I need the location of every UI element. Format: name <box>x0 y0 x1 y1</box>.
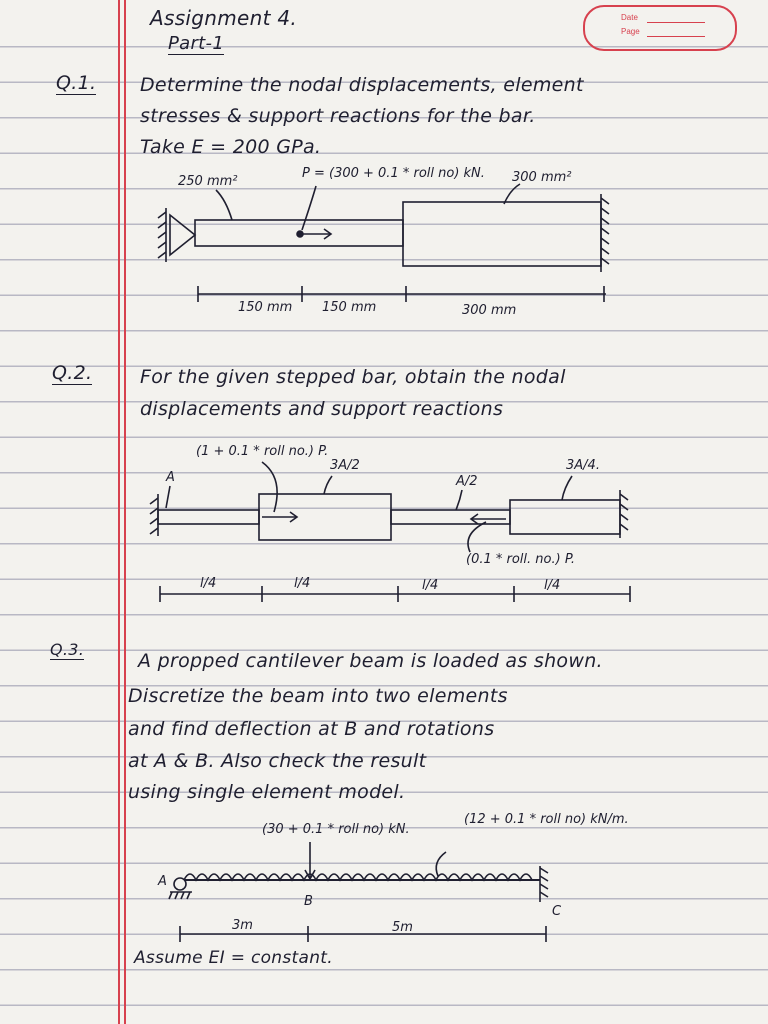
q1-figure <box>158 184 609 302</box>
q2-bar-segment-4 <box>510 500 620 534</box>
q3-roller-hatch <box>169 892 190 899</box>
q2-bar-segment-1 <box>158 510 259 524</box>
assignment-title: Assignment 4. <box>150 6 298 30</box>
q2-wall-right-hatch <box>620 494 628 530</box>
q1-line-2: stresses & support reactions for the bar. <box>140 105 536 127</box>
q2-wall-left-hatch <box>150 498 158 534</box>
q2-dim-4: l/4 <box>544 578 561 593</box>
q3-point-b: B <box>304 894 313 909</box>
q1-dim-3: 300 mm <box>462 303 517 318</box>
q1-area-right: 300 mm² <box>512 170 572 185</box>
q2-dim-1: l/4 <box>200 576 217 591</box>
q3-point-load: (30 + 0.1 * roll no) kN. <box>262 822 410 837</box>
q1-leader-area-left <box>216 190 232 220</box>
q1-area-left: 250 mm² <box>178 174 238 189</box>
q2-figure <box>150 462 630 602</box>
q1-dim-1: 150 mm <box>238 300 293 315</box>
q2-area-1: 3A/2 <box>330 458 360 473</box>
q3-dim-2: 5m <box>392 920 413 935</box>
assignment-part: Part-1 <box>168 33 225 54</box>
q3-point-a: A <box>158 874 167 889</box>
q1-load: P = (300 + 0.1 * roll no) kN. <box>302 166 485 181</box>
q1-line-3: Take E = 200 GPa. <box>140 136 322 158</box>
q2-leader-area-2 <box>456 490 462 510</box>
q3-line-1: A propped cantilever beam is loaded as shown. <box>138 650 603 672</box>
q2-leader-load-top <box>262 462 277 512</box>
q1-wall-hatch <box>601 198 609 264</box>
q1-pin-hatch <box>158 212 166 258</box>
q2-leader-a <box>166 486 170 508</box>
q2-leader-load-bottom <box>468 522 486 552</box>
q2-line-2: displacements and support reactions <box>140 398 504 420</box>
q3-udl: (12 + 0.1 * roll no) kN/m. <box>464 812 629 827</box>
q1-line-1: Determine the nodal displacements, element <box>140 74 584 96</box>
q2-load-bottom: (0.1 * roll. no.) P. <box>466 552 576 567</box>
q1-bar-thick <box>403 202 601 266</box>
q2-area-3: 3A/4. <box>566 458 600 473</box>
q3-leader-udl <box>436 852 446 876</box>
q2-bar-segment-3 <box>391 510 510 524</box>
q1-leader-load <box>302 186 316 230</box>
q3-line-3: and find deflection at B and rotations <box>128 718 495 740</box>
logo-date-label: Date <box>621 13 638 22</box>
q1-pin-support-icon <box>170 215 195 255</box>
q3-fixed-wall-hatch <box>540 868 548 897</box>
q3-line-5: using single element model. <box>128 781 406 803</box>
q2-leader-area-1 <box>324 476 332 494</box>
q2-dim-3: l/4 <box>422 578 439 593</box>
q2-point-a: A <box>166 470 175 485</box>
q3-line-4: at A & B. Also check the result <box>128 750 427 772</box>
logo-page-label: Page <box>621 27 640 36</box>
q2-area-2: A/2 <box>456 474 478 489</box>
q3-line-2: Discretize the beam into two elements <box>128 685 508 707</box>
q2-leader-area-3 <box>562 476 572 500</box>
q3-dim-1: 3m <box>232 918 253 933</box>
q3-note: Assume EI = constant. <box>134 948 333 968</box>
q1-leader-area-right <box>504 184 520 204</box>
q2-dim-2: l/4 <box>294 576 311 591</box>
q2-line-1: For the given stepped bar, obtain the nodal <box>140 366 566 388</box>
q3-number: Q.3. <box>50 640 85 659</box>
q3-point-c: C <box>552 904 562 919</box>
q2-load-top: (1 + 0.1 * roll no.) P. <box>196 444 329 459</box>
q1-number: Q.1. <box>56 72 97 94</box>
q1-dim-2: 150 mm <box>322 300 377 315</box>
q3-figure <box>169 842 548 942</box>
q2-number: Q.2. <box>52 362 93 384</box>
